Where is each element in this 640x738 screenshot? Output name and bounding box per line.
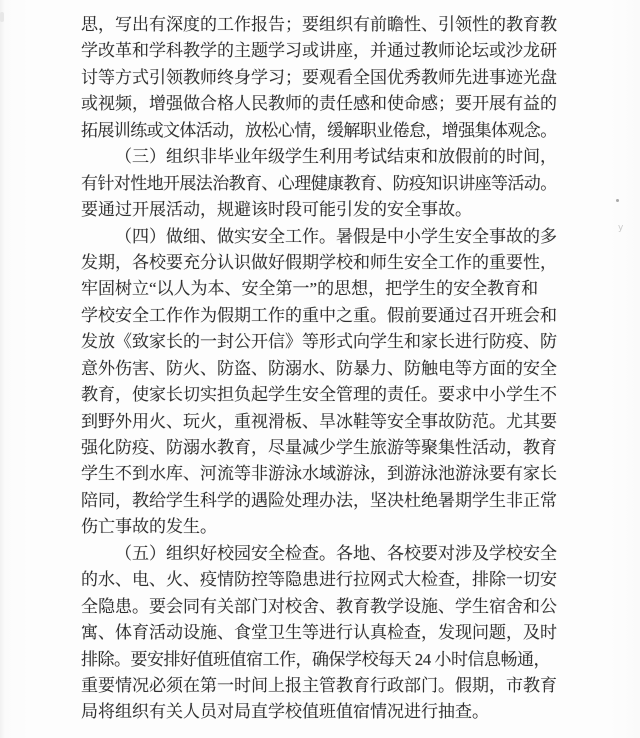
text-line: （四）做细、做实安全工作。暑假是中小学生安全事故的多 [115,226,557,246]
text-line: 学校安全工作作为假期工作的重中之重。假前要通过召开班会和 [81,305,557,325]
text-line: 排除。要安排好值班值宿工作，确保学校每天 24 小时信息畅通， [81,649,550,669]
text-line: 讨等方式引领教师终身学习；要观看全国优秀教师先进事迹光盘 [81,67,557,87]
text-line: 学改革和学科教学的主题学习或讲座，并通过教师论坛或沙龙研 [81,41,557,61]
paragraph-continuation [81,12,559,144]
text-line: 或视频，增强做合格人民教师的责任感和使命感；要开展有益的 [81,94,557,114]
text-line: 有针对性地开展法治教育、心理健康教育、防疫知识讲座等活动。 [81,173,557,193]
text-line: 牢固树立“以人为本、安全第一”的思想，把学生的安全教育和 [81,279,539,299]
text-line: 发期，各校要充分认识做好假期学校和师生安全工作的重要性， [81,252,557,272]
text-line: 强化防疫、防溺水教育，尽量减少学生旅游等聚集性活动，教育 [81,438,557,457]
paragraph-item-4 [81,224,559,541]
text-line: 思，写出有深度的工作报告；要组织有前瞻性、引领性的教育教 [81,15,557,34]
text-line: （五）组织好校园安全检查。各地、各校要对涉及学校安全 [115,543,557,563]
text-line: 学生不到水库、河流等非游泳水域游泳，到游泳池游泳要有家长 [81,464,557,484]
paragraph-item-3 [81,144,559,223]
text-line: 寓、体育活动设施、食堂卫生等进行认真检查，发现问题，及时 [81,623,557,643]
text-line: 意外伤害、防火、防盗、防溺水、防暴力、防触电等方面的安全 [81,358,557,378]
paragraph-item-5 [81,541,559,726]
document-text-block [81,12,559,726]
text-line: 陪同，教给学生科学的遇险处理办法，坚决杜绝暑期学生非正常 [81,490,557,510]
text-line: 重要情况必须在第一时间上报主管教育行政部门。假期，市教育 [81,675,557,695]
scan-smudge-artifact: y [618,223,624,233]
text-line: 伤亡事故的发生。 [81,517,217,537]
text-line: 教育，使家长切实担负起学生安全管理的责任。要求中小学生不 [81,385,557,405]
text-line: （三）组织非毕业年级学生利用考试结束和放假前的时间， [115,147,557,167]
text-line: 拓展训练或文体活动，放松心情，缓解职业倦怠，增强集体观念。 [81,120,557,140]
text-line: 全隐患。要会同有关部门对校舍、教育教学设施、学生宿舍和公 [81,596,557,616]
text-line: 发放《致家长的一封公开信》等形式向学生和家长进行防疫、防 [81,332,557,352]
text-line: 局将组织有关人员对局直学校值班值宿情况进行抽查。 [81,702,489,722]
text-line: 要通过开展活动，规避该时段可能引发的安全事故。 [81,200,472,220]
text-line: 的水、电、火、疫情防控等隐患进行拉网式大检查，排除一切安 [81,570,557,590]
text-line: 到野外用火、玩火，重视滑板、旱冰鞋等安全事故防范。尤其要 [81,411,557,431]
scan-speck-artifact [616,199,619,202]
scan-smudge-artifact [0,12,4,22]
